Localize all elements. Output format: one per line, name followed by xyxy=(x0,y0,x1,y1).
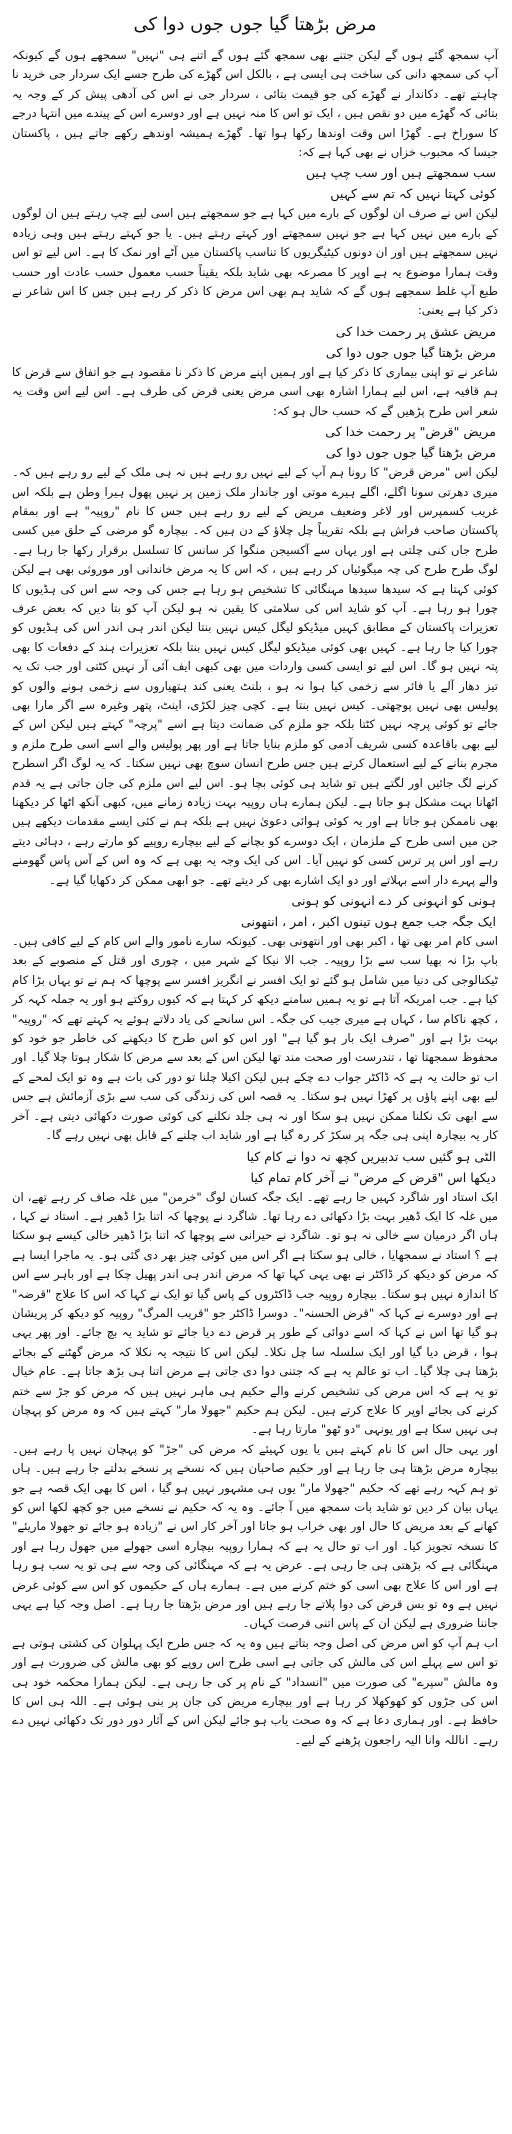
verse-line: مرض بڑھتا گیا جوں جوں دوا کی xyxy=(325,445,496,461)
article-headline: مرض بڑھتا گیا جوں جوں دوا کی xyxy=(133,14,377,35)
body-paragraph: اور یہی حال اس کا نام کہتے ہیں یا یوں کہیئے کہ مرض کی "جڑ" کو پہچان نہیں پا رہے ہیں۔ بیچارہ مرض بڑھتا ہی جا رہا ہے اور حکیم صاحبان ہیں کہ نسخے پر نسخے بدلتے جا رہے ہیں۔ ہاں تو ہم کہہ رہے تھے کہ حکیم "جھولا مار" یوں ہی مشہور نہیں ہو گیا ، اس کا بھی ایک قصہ ہے جو یہاں بیان کر دیں تو شاید بات سمجھ میں آ جائے۔ وہ یہ کہ حکیم نے نسخے میں جو کچھ لکھا اس کو کھانے کے بعد مریض کا حال اور بھی خراب ہو جاتا اور آخر کار اس نے "زیادہ ہو جائے تو جھولا ماریئے" کا نسخہ تجویز کیا۔ اور اب تو حال یہ ہے کہ ہمارا روپیہ بیچارہ اسی جھولے میں جھول رہا ہے اور مہنگائی ہے کہ بڑھتی ہی جا رہی ہے۔ عرض یہ ہے کہ مہنگائی کی وجہ سے ہی تو یہ سب ہو رہا ہے اور اس کا علاج بھی اسی کو ختم کرنے میں ہے۔ ہمارے ہاں کے حکیموں کو اس سے کوئی غرض نہیں ہے وہ تو بس قرض کی دوا پلاتے جا رہے ہیں اور مرض بڑھتا جا رہا ہے۔ اصل وجہ کیا ہے یہی جاننا ضروری ہے لیکن ان کے پاس اتنی فرصت کہاں۔ xyxy=(12,1441,498,1631)
verse-line: کوئی کہتا نہیں کہ تم سے کہیں xyxy=(330,186,496,202)
verse-line: دیکھا اس "قرض کے مرض" نے آخر کام تمام کیا xyxy=(250,1169,496,1185)
body-paragraph: لیکن اس نے صرف ان لوگوں کے بارے میں کہا ہے جو سمجھتے ہیں اسی لیے چپ رہتے ہیں ان لوگوں کے بارے میں نہیں کہا ہے جو نہیں سمجھتے اور کہتے رہتے ہیں۔ یا جو کہتے رہتے ہیں وہی زیادہ نہیں سمجھتے ہیں اور ان دونوں کیٹیگریوں کا تناسب پاکستان میں آٹے اور نمک کا ہے۔ اس لیے تو اس وقت ہمارا موضوع یہ ہے اوپر کا مصرعہ بھی شاید بلکہ یقیناً حسب معمول حسب عادت اور حسب طبع آپ غلط سمجھے ہوں گے کہ شاید ہم بھی اس مرض کا ذکر کر رہے ہیں جس کا اس شاعر نے ذکر کیا ہے یعنی: xyxy=(12,206,498,318)
body-paragraph: لیکن اس "مرض قرض" کا رونا ہم آپ کے لیے نہیں رو رہے ہیں نہ ہی ملک کے لیے رو رہے ہیں کہ۔ میری دھرتی سونا اگلے، اگلے ہیرے موتی اور جاندار ملک زمین پر نہیں پھول ہیرا وطن ہے بلکہ اس غریب کسمپرس اور لاغر وضعیف مریض کے لیے رو رہے ہیں جس کا نام "روپیہ" ہے اور بمقام پاکستان صاحب فراش ہے بلکہ تقریباً چل چلاؤ کے دن ہیں کہ۔ بیچارہ گو مرضی کے حلق میں کسی طرح جاں کنی چلتی ہے اور یہاں سے آکسیجن منگوا کر سانس کا تسلسل برقرار رکھا جا رہا ہے۔ لوگ طرح طرح کی چہ میگوئیاں کر رہے ہیں ، کہ اس کا یہ مرض خاندانی اور موروثی بھی ہے لیکن کوئی کہتا ہے کہ سیدھا سیدھا مہنگائی کا تشخیص ہو رہا ہے جس کی وجہ سے اس کی ہڈیوں کا چورا ہو رہا ہے۔ آپ کو شاید اس کی سلامتی کا یقین نہ ہو لیکن آپ کو بتا دیں کہ بعض عرف تعزیرات پاکستان کے مطابق کہیں میڈیکو لیگل کیس نہیں بنتا لیکن اندر ہی اندر اس کی ہڈیوں کو چورا کیا جا رہا ہے۔ کہیں بھی کوئی میڈیکو لیگل کیس نہیں بنتا بلکہ تعزیرات ہند کے دفعات کا بھی پتہ نہیں ہو گا۔ اس لیے تو ایسی کسی واردات میں بھی کبھی ایف آئی آر نہیں کٹتی اور جب تک یہ تیز دھار آلے یا فائر سے زخمی کیا ہوا نہ ہو ، بلنٹ یعنی کند ہتھیاروں سے زخمی ہونے والوں کو پولیس بھی نہیں پوچھتی۔ کیس نہیں بنتا ہے۔ کچی چیز لکڑی، اینٹ، پتھر وغیرہ سے اگر مارا بھی جائے تو کوئی پرچہ نہیں کٹتا بلکہ جو ملزم کی ضمانت دیتا ہے اسے "پرچہ" کہتے ہیں لیکن اس کے لیے بھی باقاعدہ کسی شریف آدمی کو ملزم بنایا جاتا ہے اور پھر پولیس والے اسے اسی طرح ملزم و مجرم بنانے کے لیے استعمال کرتے ہیں جس طرح انسان سوچ بھی نہیں سکتا۔ کہ یہ لوگ اگر اسطرح کرنے لگ جائیں اور لگتے ہیں تو شاید ہی کوئی بچا ہو۔ اس لیے اس ملزم کی جان جاتی ہے یہ قدم اٹھانا بہت مشکل ہو جاتا ہے۔ لیکن ہمارے ہاں روپیہ بہت زیادہ زمانے میں، کبھی آنکھ اٹھا کر دیکھنا بھی ناممکن ہو جاتا ہے اور یہ کوئی ہوائی دعویٰ نہیں ہے بلکہ ہم نے کئی ایسے مقدمات دیکھے ہیں جن میں اسی طرح کے ملزمان ، ایک دوسرے کو بچانے کے لیے بیچارے روپیے کو مارتے رہے ، دہائی دیتے رہے اور اس پر ترس کسی کو نہیں آیا۔ اس کی ایک وجہ یہ بھی ہے کہ وہ اس کے آس پاس گھومنے والے پہرے دار اسے بہلاتے اور دو ایک اشارے بھی کر دیتے تھے۔ جو ابھی ممکن کر دکھایا گیا ہے۔ xyxy=(12,465,498,887)
verse-line: الٹی ہو گئیں سب تدبیریں کچھ نہ دوا نے کام کیا xyxy=(246,1148,496,1164)
body-paragraph: اسی کام امر بھی تھا ، اکبر بھی اور انتھونی بھی۔ کیونکہ سارے نامور والے اس کام کے لیے کافی ہیں۔ باپ بڑا نہ بھیا سب سے بڑا روپیہ۔ جب الا نیکا کے شہر میں ، چوری اور قتل کے منصوبے کے بعد ٹیکنالوجی کی دنیا میں شامل ہو گئے تو ایک افسر نے انگریز افسر سے پوچھا کہ ہم نے تو یہاں بڑا کام کیا ہے۔ جب امریکہ آتا ہے تو یہ ہمیں سامنے دیکھ کر کہتا ہے کہ کیوں روکتے ہو اور یہ جملہ کہہ کر ، کچھ ناکام سا ، کہاں ہے میری جیب کی جگہ۔ اس سانحے کی یاد دلاتے ہوئے یہ کہتے تھے کہ "روپیہ" بہت بڑا ہے اور "صرف ایک بار ہو گیا ہے" اور اس کو اس طرح کا دیکھنے کی خاطر جو خود کو محفوظ سمجھتا تھا ، تندرست اور صحت مند تھا لیکن اس کے بعد سے مرض کا شکار ہوتا چلا گیا۔ اور اب تو حالت یہ ہے کہ ڈاکٹر جواب دے چکے ہیں لیکن اکیلا چلنا تو دور کی بات ہے وہ تو ایک لمحے کے لیے بھی اپنے پاؤں پر کھڑا نہیں ہو سکتا۔ یہ قصہ اس کی زندگی کی سب سے بڑی آزمائش ہے جس سے ابھی تک نکلنا ممکن نہیں ہو سکا اور نہ ہی جلد نکلنے کی کوئی صورت دکھائی دیتی ہے۔ آخر کار یہ بیچارہ اپنی ہی جگہ پر سکڑ کر رہ گیا ہے اور شاید اب چلنے کے قابل بھی نہیں رہے گا۔ xyxy=(12,934,498,1143)
article-body xyxy=(12,46,498,1750)
body-paragraph: ایک استاد اور شاگرد کہیں جا رہے تھے۔ ایک جگہ کسان لوگ "خرمن" میں غلہ صاف کر رہے تھے، ان میں غلہ کا ایک ڈھیر بہت بڑا دکھائی دے رہا تھا۔ شاگرد نے پوچھا کہ اتنا بڑا ڈھیر ہے۔ استاد نے کہا ، ہاں اگر درمیان سے خالی نہ ہو تو۔ شاگرد نے حیرانی سے پوچھا کہ اتنا بڑا ڈھیر خالی کیسے ہو سکتا ہے ؟ استاد نے سمجھایا ، خالی ہو سکتا ہے اگر اس میں کوئی چیز بھر دی گئی ہو۔ یہ ماجرا ایسا ہے کہ مرض کو دیکھ کر ڈاکٹر نے بھی یہی کہا تھا کہ مرض اندر ہی اندر پھیل چکا ہے اور باہر سے اس کا اندازہ نہیں ہو سکتا۔ بیچارہ روپیہ جب ڈاکٹروں کے پاس گیا تو ایک نے کہا کہ اس کا علاج "قرضہ" ہے اور دوسرے نے کہا کہ "قرض الحسنہ"۔ دوسرا ڈاکٹر جو "قریب المرگ" روپیہ کو دیکھ کر پریشان ہو گیا تھا اس نے کہا کہ اسے دوائی کے طور پر قرض دے دیا جائے تو شاید یہ بچ جائے۔ اور پھر یہی ہوا ، قرض دیا گیا اور ایک سلسلہ سا چل نکلا۔ لیکن اس کا نتیجہ یہ نکلا کہ مرض گھٹنے کے بجائے بڑھتا ہی چلا گیا۔ اب تو عالم یہ ہے کہ جتنی دوا دی جاتی ہے مرض اتنا ہی بڑھ جاتا ہے۔ عام خیال تو یہ ہے کہ اس مرض کی تشخیص کرنے والے حکیم ہی ماہر نہیں ہیں کہ مرض کو جڑ سے ختم کرنے کی بجائے اوپر کا علاج کرتے ہیں۔ لیکن ہم حکیم "جھولا مار" کہتے ہیں کہ وہ مرض کو پہچان ہی نہیں سکا ہے اور یونہی "دو ٹھو" مارتا رہا ہے۔ xyxy=(12,1189,498,1437)
verse-line: مریض "قرض" پر رحمت خدا کی xyxy=(325,424,496,440)
body-paragraph: شاعر نے تو اپنی بیماری کا ذکر کیا ہے اور ہمیں اپنے مرض کا ذکر نا مقصود ہے جو اتفاق سے قرض کا ہم قافیہ ہے، اس لیے ہمارا اشارہ بھی اسی مرض یعنی قرض کی طرف ہے۔ اس لیے اس وقت یہ شعر اس طرح پڑھیں گے کہ حسب حال ہو کہ: xyxy=(12,364,498,418)
verse-line: ایک جگہ جب جمع ہوں تینوں اکبر ، امر ، انتھونی xyxy=(240,914,496,930)
body-paragraph: آپ سمجھ گئے ہوں گے لیکن جتنے بھی سمجھ گئے ہوں گے اتنے ہی "نہیں" سمجھے ہوں گے کیونکہ آپ کی سمجھ دانی کی ساخت ہی ایسی ہے ، بالکل اس گھڑے کی طرح جسے ایک سردار جی خرید نا چاہتے تھے۔ دکاندار نے گھڑے کی جو قیمت بتائی ، سردار جی نے اس کی آدھی پیش کر کے وجہ یہ بتائی کہ گھڑے میں دو نقص ہیں ، ایک تو اس کا منہ نہیں ہے اور دوسرے اس کے پیندے میں انتہا درجے کا سوراخ ہے۔ گھڑا اس وقت اوندھا رکھا ہوا تھا۔ گھڑے ہمیشہ اوندھے رکھے جاتے ہیں ، پاکستان جیسا کہ محبوب خزاں نے بھی کہا ہے کہ: xyxy=(12,48,498,160)
verse-line: مرض بڑھتا گیا جوں جوں دوا کی xyxy=(325,344,496,360)
verse-line: ہونی کو انہونی کر دے انہونی کو ہونی xyxy=(291,893,496,909)
verse-line: مریض عشق پر رحمت خدا کی xyxy=(335,323,496,339)
verse-line: سب سمجھتے ہیں اور سب چپ ہیں xyxy=(305,165,496,181)
body-paragraph: اب ہم آپ کو اس مرض کی اصل وجہ بتاتے ہیں وہ یہ کہ جس طرح ایک پہلوان کی کشتی ہوتی ہے تو اس سے پہلے اس کی مالش کی جاتی ہے اسی طرح اس روپے کو بھی مالش کی ضرورت ہے اور وہ مالش "سپرے" کی صورت میں "انسداد" کے نام پر کی جا رہی ہے۔ لیکن ہمارا محکمہ خود ہی اس کی جڑوں کو کھوکھلا کر رہا ہے اور بیچارے مریض کی جان پر بنی ہوئی ہے۔ اللہ ہی اس کا حافظ ہے۔ اور ہماری دعا ہے کہ وہ صحت یاب ہو جائے لیکن اس کے آثار دور دور تک دکھائی نہیں دے رہے۔ اناللہ وانا الیہ راجعون پڑھنے کے لیے۔ xyxy=(12,1635,498,1747)
